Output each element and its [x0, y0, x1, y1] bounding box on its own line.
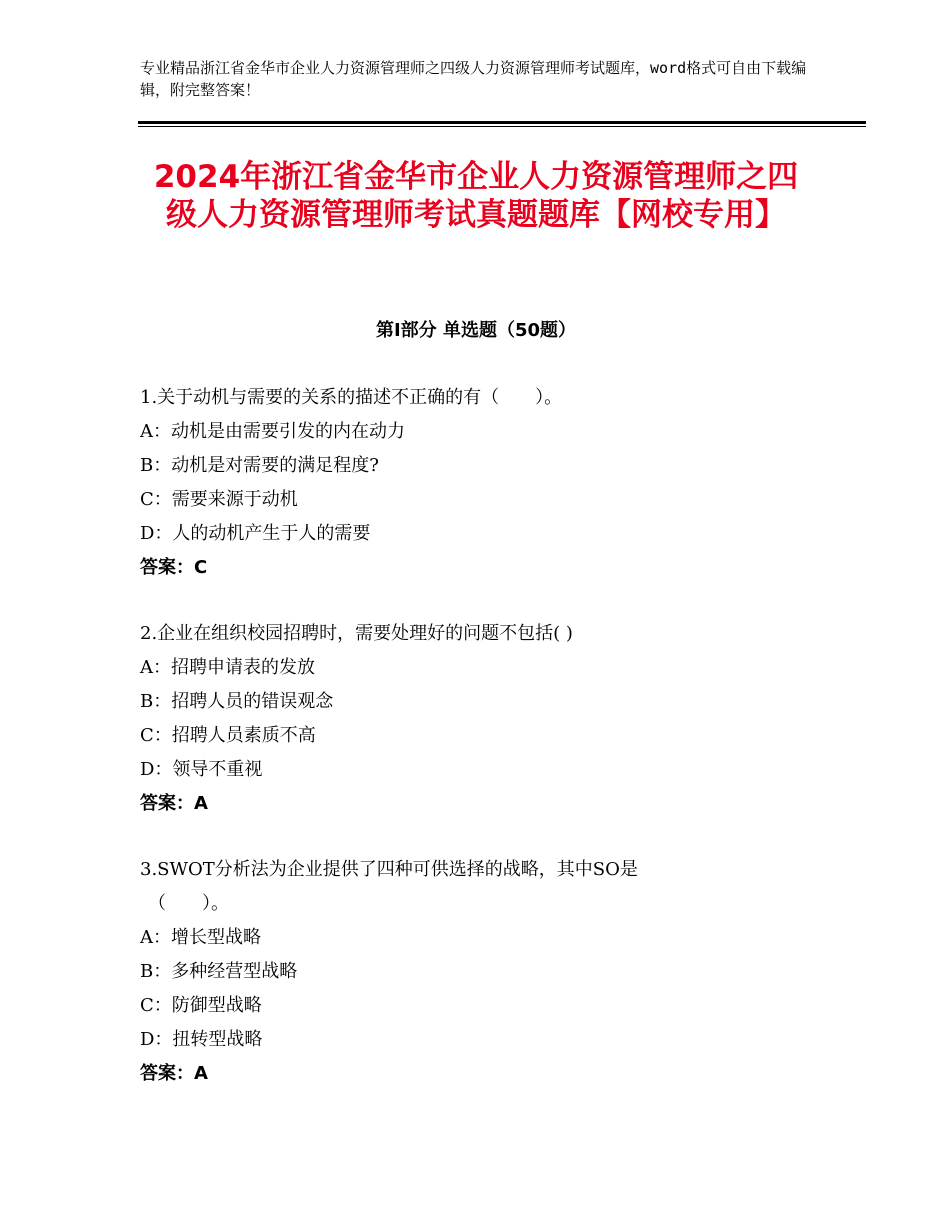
question-list	[140, 381, 820, 1123]
question-stem: 2.企业在组织校园招聘时，需要处理好的问题不包括( )	[140, 623, 573, 644]
question-stem: 3.SWOT分析法为企业提供了四种可供选择的战略，其中SO是	[140, 859, 638, 880]
option-b: B：多种经营型战略	[140, 961, 298, 982]
question-3	[140, 853, 820, 1091]
question-1	[140, 381, 820, 585]
option-d: D：领导不重视	[140, 759, 263, 780]
question-stem-continued: （ ）。	[148, 893, 229, 914]
option-a: A：动机是由需要引发的内在动力	[140, 421, 405, 442]
option-c: C：防御型战略	[140, 995, 262, 1016]
header-rule-thin	[138, 126, 866, 127]
section-title: 第Ⅰ部分 单选题（50题）	[375, 320, 576, 341]
option-d: D：扭转型战略	[140, 1029, 263, 1050]
option-b: B：动机是对需要的满足程度?	[140, 455, 379, 476]
option-c: C：需要来源于动机	[140, 489, 298, 510]
answer-label: 答案：A	[140, 793, 208, 814]
option-a: A：增长型战略	[140, 927, 261, 948]
option-a: A：招聘申请表的发放	[140, 657, 315, 678]
option-b: B：招聘人员的错误观念	[140, 691, 334, 712]
question-stem: 1.关于动机与需要的关系的描述不正确的有（ ）。	[140, 387, 563, 408]
option-c: C：招聘人员素质不高	[140, 725, 316, 746]
option-d: D：人的动机产生于人的需要	[140, 523, 371, 544]
answer-label: 答案：C	[140, 557, 208, 578]
document-title: 2024年浙江省金华市企业人力资源管理师之四级人力资源管理师考试真题题库【网校专用】	[153, 159, 799, 233]
header-rule-thick	[138, 121, 866, 124]
header-note: 专业精品浙江省金华市企业人力资源管理师之四级人力资源管理师考试题库，word格式可自由下载编辑，附完整答案！	[140, 59, 807, 99]
answer-label: 答案：A	[140, 1063, 208, 1084]
question-2	[140, 617, 820, 821]
